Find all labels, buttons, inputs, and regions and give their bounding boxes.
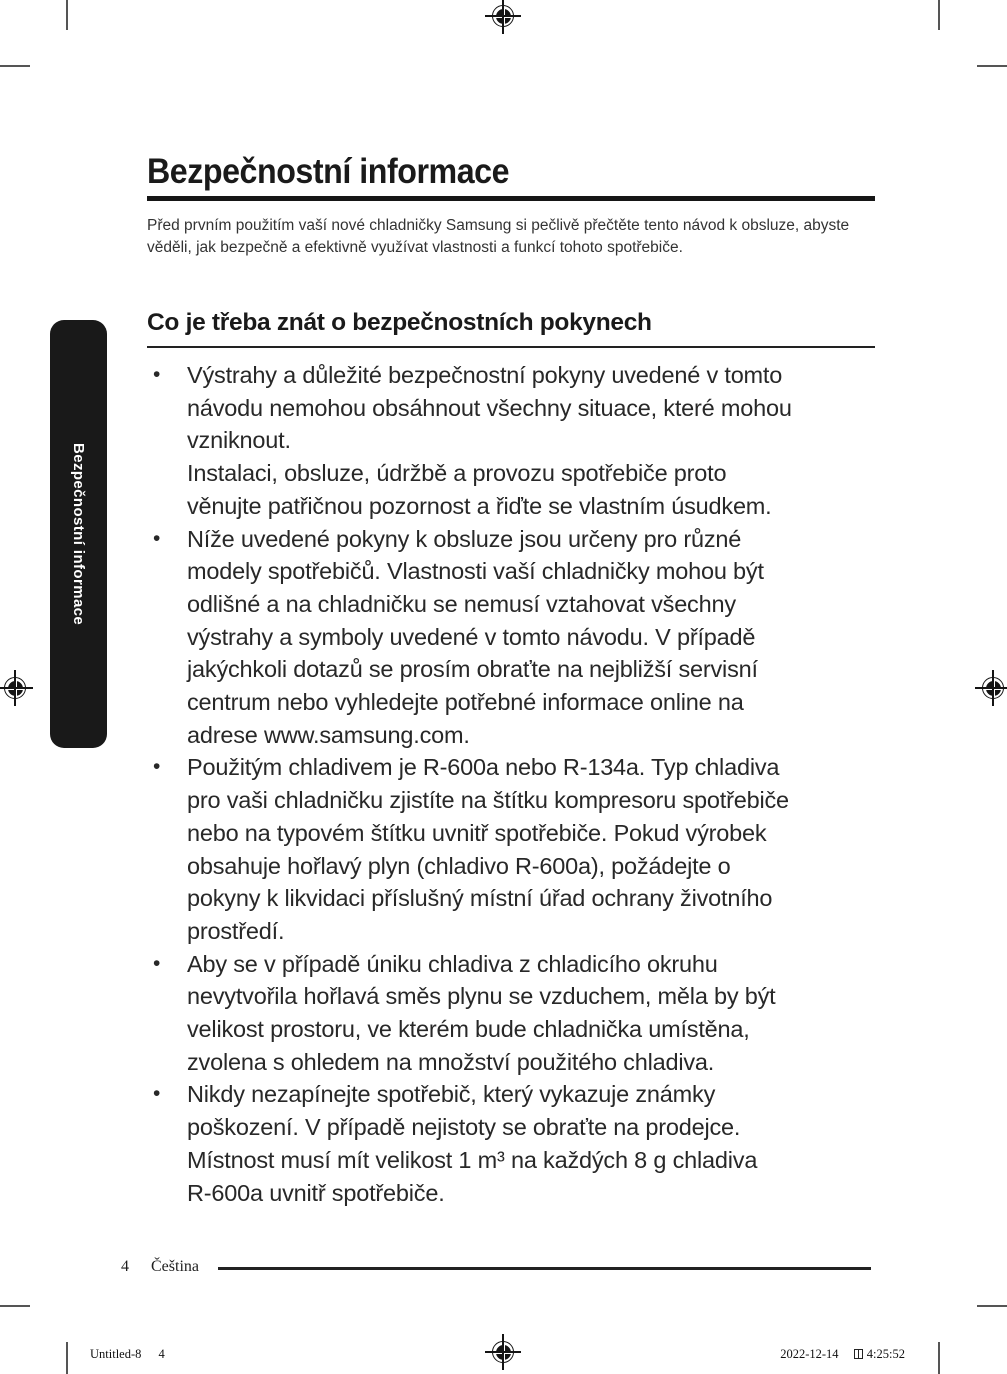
- list-item: [147, 523, 875, 752]
- list-item: [147, 1078, 875, 1209]
- print-file-name: Untitled-8: [90, 1347, 142, 1361]
- registration-mark-part: [975, 687, 1007, 689]
- text-line: návodu nemohou obsáhnout všechny situace, které mohou: [187, 394, 792, 421]
- text-line: zvolena s ohledem na množství použitého chladiva.: [187, 1048, 715, 1075]
- bullet-dot: •: [153, 363, 161, 386]
- print-time: 4:25:52: [866, 1347, 905, 1361]
- intro-line: Před prvním použitím vaší nové chladničky Samsung si pečlivě přečtěte tento návod k obsluze, abyste: [147, 217, 850, 234]
- bullet-dot: •: [153, 1082, 161, 1106]
- list-item: [147, 751, 875, 947]
- registration-mark-icon: [0, 670, 33, 706]
- text-line: Nikdy nezapínejte spotřebič, který vykazuje známky: [187, 1081, 716, 1108]
- list-item: [147, 948, 875, 1079]
- crop-mark-icon: [0, 1305, 30, 1307]
- list-item: [147, 457, 875, 522]
- text-line: pro vaši chladničku zjistíte na štítku kompresoru spotřebiče: [187, 787, 789, 814]
- registration-mark-part: [14, 670, 16, 706]
- text-line: Použitým chladivem je R-600a nebo R-134a. Typ chladiva: [187, 754, 780, 781]
- text-line: Místnost musí mít velikost 1 m³ na každých 8 g chladiva: [187, 1146, 758, 1173]
- text-line: obsahuje hořlavý plyn (chladivo R-600a), požádejte o: [187, 852, 731, 879]
- intro-paragraph: [147, 215, 875, 258]
- intro-line: věděli, jak bezpečně a efektivně využívat vlastnosti a funkcí tohoto spotřebiče.: [147, 238, 683, 256]
- text-line: velikost prostoru, ve kterém bude chladnička umístěna,: [187, 1016, 750, 1043]
- list-item-text: [187, 457, 875, 522]
- registration-mark-icon: [485, 0, 521, 34]
- bullet-dot: [147, 457, 187, 522]
- crop-mark-icon: [0, 65, 30, 67]
- bullet-list: [147, 359, 875, 1209]
- missing-glyph-box-icon: [854, 1349, 863, 1359]
- registration-mark-icon: [975, 670, 1007, 706]
- text-line: poškození. V případě nejistoty se obraťte na prodejce.: [187, 1114, 741, 1141]
- list-item-text: [187, 359, 875, 457]
- title-rule: [147, 196, 875, 201]
- crop-mark-icon: [977, 65, 1007, 67]
- print-slug-line: [0, 1344, 1007, 1364]
- text-line: modely spotřebičů. Vlastnosti vaší chladničky mohou být: [187, 558, 764, 585]
- text-line: věnujte patřičnou pozornost a řiďte se vlastním úsudkem.: [187, 492, 772, 519]
- text-line: adrese www.samsung.com.: [187, 721, 470, 748]
- text-line: nevytvořila hořlavá směs plynu se vzduchem, měla by být: [187, 983, 776, 1010]
- bullet-dot: •: [153, 951, 161, 975]
- text-line: vzniknout.: [187, 427, 291, 454]
- list-item: [147, 359, 875, 457]
- list-item-text: [187, 1078, 875, 1209]
- text-line: Výstrahy a důležité bezpečnostní pokyny uvedené v tomto: [187, 362, 783, 388]
- content-column: [147, 150, 875, 1209]
- list-item-text: [187, 948, 875, 1079]
- section-rule: [147, 346, 875, 348]
- text-line: odlišné a na chladničku se nemusí vztahovat všechny: [187, 590, 736, 617]
- crop-mark-icon: [66, 0, 68, 30]
- footer-language: Čeština: [151, 1258, 199, 1275]
- section-heading: Co je třeba znát o bezpečnostních pokynech: [147, 309, 652, 336]
- text-line: výstrahy a symboly uvedené v tomto návodu. V případě: [187, 623, 756, 650]
- list-item-text: [187, 751, 875, 947]
- sidebar-chapter-tab: [50, 320, 107, 748]
- page-number: 4: [121, 1258, 129, 1275]
- crop-mark-icon: [938, 0, 940, 30]
- registration-mark-part: [992, 670, 994, 706]
- registration-mark-part: [502, 0, 504, 34]
- print-date: 2022-12-14: [780, 1347, 839, 1361]
- crop-mark-icon: [977, 1305, 1007, 1307]
- registration-mark-part: [0, 687, 33, 689]
- text-line: jakýchkoli dotazů se prosím obraťte na nejbližší servisní: [187, 656, 758, 683]
- text-line: Níže uvedené pokyny k obsluze jsou určeny pro různé: [187, 525, 742, 552]
- page-title: Bezpečnostní informace: [147, 152, 510, 191]
- print-page-number: 4: [158, 1347, 165, 1361]
- text-line: Instalaci, obsluze, údržbě a provozu spotřebiče proto: [187, 460, 727, 487]
- footer-rule: [218, 1267, 871, 1270]
- print-file-info: [90, 1347, 165, 1362]
- text-line: nebo na typovém štítku uvnitř spotřebiče. Pokud výrobek: [187, 819, 767, 846]
- text-line: prostředí.: [187, 917, 285, 944]
- print-datetime: [780, 1347, 905, 1362]
- list-item-text: [187, 523, 875, 752]
- bullet-dot: •: [153, 755, 161, 779]
- sidebar-chapter-label: Bezpečnostní informace: [70, 442, 87, 626]
- text-line: centrum nebo vyhledejte potřebné informace online na: [187, 689, 744, 716]
- page-footer: [0, 1256, 1007, 1280]
- bullet-dot: •: [153, 526, 161, 550]
- text-line: R-600a uvnitř spotřebiče.: [187, 1179, 445, 1206]
- text-line: Aby se v případě úniku chladiva z chladicího okruhu: [187, 950, 718, 977]
- text-line: pokyny k likvidaci příslušný místní úřad ochrany životního: [187, 885, 773, 912]
